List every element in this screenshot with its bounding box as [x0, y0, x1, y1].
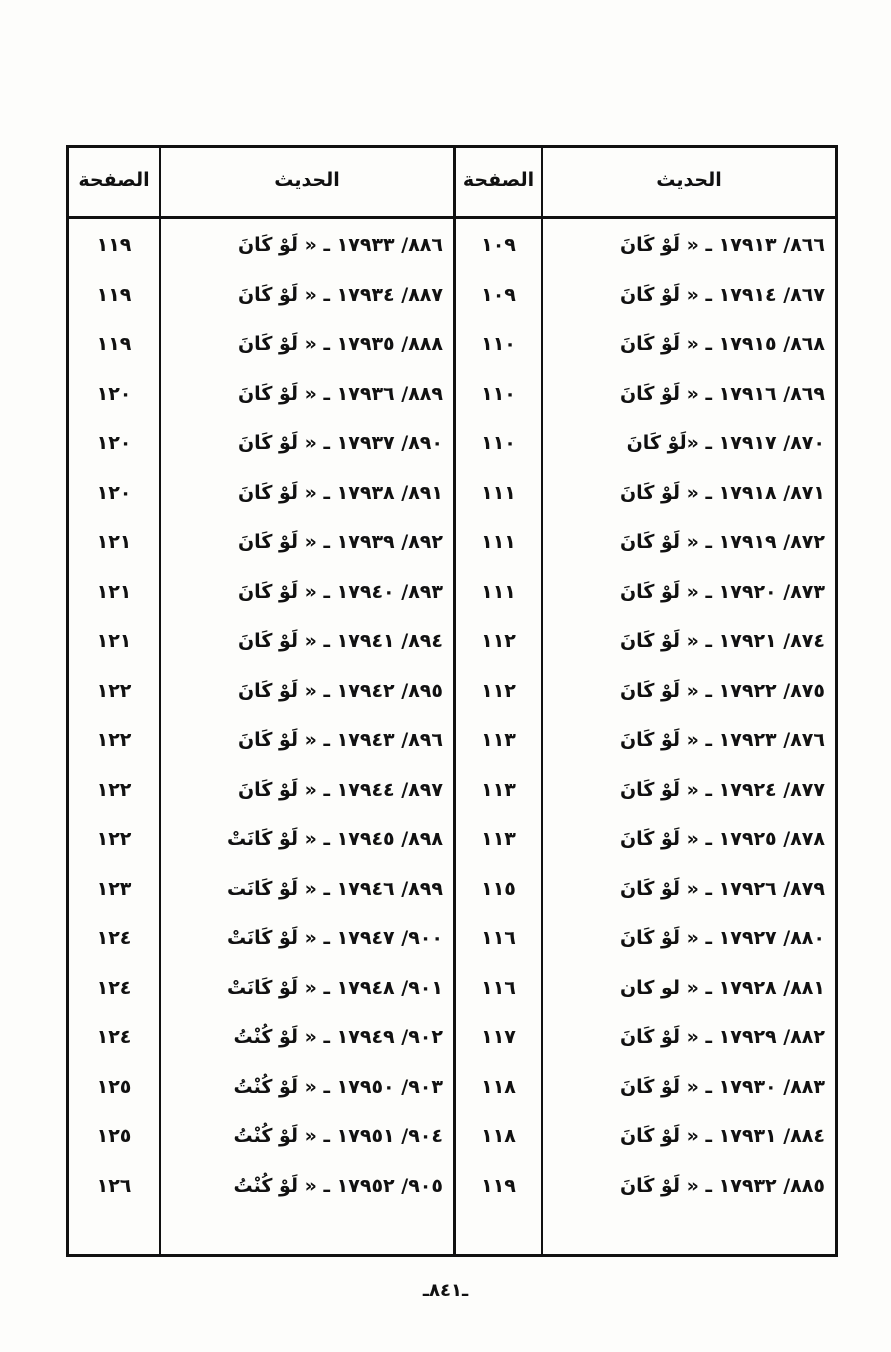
table-row	[69, 1064, 835, 1114]
hadith-entry: ٨٩٨/ ١٧٩٤٥ ـ « لَوْ كَانَتْ	[226, 828, 443, 850]
table-row	[69, 519, 835, 569]
page-ref: ١٢٥	[96, 1075, 132, 1098]
table-row	[69, 965, 835, 1015]
hadith-entry: ٨٩٩/ ١٧٩٤٦ ـ « لَوْ كَانَت	[226, 877, 443, 900]
hadith-entry: ٨٩٦/ ١٧٩٤٣ ـ « لَوْ كَانَ	[237, 729, 443, 751]
hadith-entry: ٨٧١/ ١٧٩١٨ ـ « لَوْ كَانَ	[619, 481, 825, 504]
hadith-entry: ٨٩٠/ ١٧٩٣٧ ـ « لَوْ كَانَ	[237, 432, 443, 454]
page-ref: ١٢٢	[96, 828, 132, 850]
hadith-entry: ٨٧٣/ ١٧٩٢٠ ـ « لَوْ كَانَ	[619, 580, 825, 603]
hadith-entry: ٨٧٥/ ١٧٩٢٢ ـ « لَوْ كَانَ	[619, 679, 825, 702]
hadith-entry: ٨٩٢/ ١٧٩٣٩ ـ « لَوْ كَانَ	[237, 531, 443, 553]
page-ref: ١٠٩	[481, 283, 516, 306]
hadith-entry: ٨٨٥/ ١٧٩٣٢ ـ « لَوْ كَانَ	[619, 1174, 825, 1197]
header-page-right: الصفحة	[462, 169, 535, 191]
page-ref: ١١٢	[481, 679, 516, 702]
hadith-entry: ٨٦٧/ ١٧٩١٤ ـ « لَوْ كَانَ	[619, 283, 825, 306]
header-divider	[69, 216, 835, 219]
hadith-entry: ٩٠٥/ ١٧٩٥٢ ـ « لَوْ كُنْتُ	[233, 1174, 443, 1197]
hadith-entry: ٨٨٦/ ١٧٩٣٣ ـ « لَوْ كَانَ	[237, 234, 443, 256]
hadith-entry: ٨٨٠/ ١٧٩٢٧ ـ « لَوْ كَانَ	[619, 927, 825, 949]
table-row	[69, 272, 835, 322]
hadith-entry: ٨٨٨/ ١٧٩٣٥ ـ « لَوْ كَانَ	[237, 333, 443, 355]
page-ref: ١١٣	[481, 729, 516, 751]
hadith-entry: ٩٠٤/ ١٧٩٥١ ـ « لَوْ كُنْتُ	[233, 1125, 443, 1147]
hadith-entry: ٨٧٨/ ١٧٩٢٥ ـ « لَوْ كَانَ	[619, 828, 825, 850]
page-ref: ١٢١	[96, 531, 132, 553]
page-ref: ١٠٩	[481, 234, 516, 256]
hadith-entry: ٨٦٦/ ١٧٩١٣ ـ « لَوْ كَانَ	[619, 234, 825, 256]
table-row	[69, 569, 835, 619]
index-table	[66, 145, 838, 1257]
table-row	[69, 767, 835, 817]
page-number: ـ٨٤١ـ	[422, 1280, 469, 1301]
hadith-entry: ٨٧٩/ ١٧٩٢٦ ـ « لَوْ كَانَ	[619, 877, 825, 900]
page-ref: ١٢٠	[96, 481, 132, 504]
table-row	[69, 618, 835, 668]
page-ref: ١١٦	[481, 976, 516, 999]
page-ref: ١٢٦	[96, 1174, 132, 1197]
page-ref: ١٢١	[96, 630, 132, 652]
page-ref: ١٢٢	[96, 778, 132, 801]
hadith-entry: ٨٦٩/ ١٧٩١٦ ـ « لَوْ كَانَ	[619, 382, 825, 405]
page-ref: ١١٣	[481, 778, 516, 801]
page-ref: ١٢١	[96, 580, 132, 603]
table-row	[69, 1113, 835, 1163]
table-row	[69, 420, 835, 470]
hadith-entry: ٨٧٧/ ١٧٩٢٤ ـ « لَوْ كَانَ	[619, 778, 825, 801]
hadith-entry: ٨٨٣/ ١٧٩٣٠ ـ « لَوْ كَانَ	[619, 1075, 825, 1098]
page-ref: ١٢٠	[96, 382, 132, 405]
page-ref: ١١٩	[96, 333, 132, 355]
page-ref: ١١٣	[481, 828, 516, 850]
hadith-entry: ٨٨٤/ ١٧٩٣١ ـ « لَوْ كَانَ	[619, 1125, 825, 1147]
hadith-entry: ٨٩٤/ ١٧٩٤١ ـ « لَوْ كَانَ	[237, 630, 443, 652]
hadith-entry: ٩٠٢/ ١٧٩٤٩ ـ « لَوْ كُنْتُ	[233, 1026, 443, 1048]
hadith-entry: ٨٩٥/ ١٧٩٤٢ ـ « لَوْ كَانَ	[237, 679, 443, 702]
table-row	[69, 321, 835, 371]
page-ref: ١١٦	[481, 927, 516, 949]
table-row	[69, 470, 835, 520]
hadith-entry: ٩٠١/ ١٧٩٤٨ ـ « لَوْ كَانَتْ	[226, 976, 443, 999]
page-ref: ١٢٠	[96, 432, 132, 454]
page-ref: ١٢٢	[96, 729, 132, 751]
page-ref: ١١١	[481, 531, 516, 553]
table-row	[69, 222, 835, 272]
header-page-left: الصفحة	[78, 169, 150, 191]
table-row	[69, 866, 835, 916]
hadith-entry: ٨٧٦/ ١٧٩٢٣ ـ « لَوْ كَانَ	[619, 729, 825, 751]
hadith-entry: ٨٨٩/ ١٧٩٣٦ ـ « لَوْ كَانَ	[237, 382, 443, 405]
table-row	[69, 717, 835, 767]
page-ref: ١٢٤	[96, 976, 132, 999]
hadith-entry: ٨٩١/ ١٧٩٣٨ ـ « لَوْ كَانَ	[237, 481, 443, 504]
hadith-entry: ٨٧٤/ ١٧٩٢١ ـ « لَوْ كَانَ	[619, 630, 825, 652]
page-ref: ١٢٢	[96, 679, 132, 702]
table-row	[69, 668, 835, 718]
table-row	[69, 915, 835, 965]
page-ref: ١١٥	[481, 877, 516, 900]
page-ref: ١٢٥	[96, 1125, 132, 1147]
hadith-entry: ٨٧٠/ ١٧٩١٧ ـ «لَوْ كَانَ	[626, 432, 825, 454]
table-row	[69, 1014, 835, 1064]
page-ref: ١٢٣	[96, 877, 132, 900]
header-hadith-left: الحديث	[274, 169, 340, 191]
page-ref: ١١٨	[481, 1075, 516, 1098]
hadith-entry: ٨٨٧/ ١٧٩٣٤ ـ « لَوْ كَانَ	[237, 283, 443, 306]
hadith-entry: ٩٠٣/ ١٧٩٥٠ ـ « لَوْ كُنْتُ	[233, 1075, 443, 1098]
page-ref: ١١١	[481, 580, 516, 603]
hadith-entry: ٨٦٨/ ١٧٩١٥ ـ « لَوْ كَانَ	[619, 333, 825, 355]
page-ref: ١١١	[481, 481, 516, 504]
page-ref: ١٢٤	[96, 1026, 132, 1048]
hadith-entry: ٩٠٠/ ١٧٩٤٧ ـ « لَوْ كَانَتْ	[226, 927, 443, 949]
page-ref: ١١٠	[481, 382, 516, 405]
page-ref: ١١٠	[481, 333, 516, 355]
page-ref: ١٢٤	[96, 927, 132, 949]
page-ref: ١١٩	[96, 283, 132, 306]
hadith-entry: ٨٨١/ ١٧٩٢٨ ـ « لو كان	[619, 976, 825, 999]
table-row	[69, 1163, 835, 1213]
table-row	[69, 816, 835, 866]
page-ref: ١١٧	[481, 1026, 516, 1048]
header-hadith-right: الحديث	[656, 169, 722, 191]
hadith-entry: ٨٩٧/ ١٧٩٤٤ ـ « لَوْ كَانَ	[237, 778, 443, 801]
page-ref: ١١٨	[481, 1125, 516, 1147]
page-ref: ١١٩	[96, 234, 132, 256]
hadith-entry: ٨٨٢/ ١٧٩٢٩ ـ « لَوْ كَانَ	[619, 1026, 825, 1048]
page-ref: ١١٢	[481, 630, 516, 652]
hadith-entry: ٨٩٣/ ١٧٩٤٠ ـ « لَوْ كَانَ	[237, 580, 443, 603]
page-ref: ١١٩	[481, 1174, 516, 1197]
page-ref: ١١٠	[481, 432, 516, 454]
hadith-entry: ٨٧٢/ ١٧٩١٩ ـ « لَوْ كَانَ	[619, 531, 825, 553]
table-row	[69, 371, 835, 421]
